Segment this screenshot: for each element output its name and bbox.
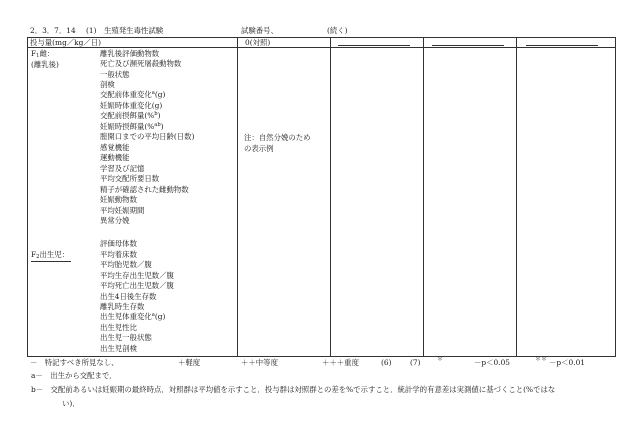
list-item: 平均着床数: [100, 250, 137, 259]
list-item: 感覚機能: [100, 143, 130, 152]
header-row-rule: [27, 47, 616, 48]
footnote-a: a－ 出生から交配まで．: [31, 371, 117, 380]
control-note-line-1: 注：自然分娩のため: [244, 133, 311, 142]
list-item: 妊娠動物数: [100, 195, 137, 204]
column-divider: [615, 37, 616, 356]
legend-ref-6: (6): [381, 358, 392, 367]
list-item: 妊娠時体重変化(g): [100, 101, 163, 110]
column-divider: [423, 37, 424, 356]
list-item: 離乳時生存数: [100, 302, 145, 311]
list-item: 平均交配所要日数: [100, 174, 160, 183]
list-item: 出生児性比: [100, 323, 137, 332]
footnote-b-line-2: い)．: [62, 399, 80, 408]
f2-pups-label: F2出生児：: [31, 250, 70, 260]
f1-dams-weaning-label: (離乳後): [31, 60, 59, 69]
list-item: 平均生存出生児数／腹: [100, 271, 174, 280]
list-item: 出生児一般状態: [100, 333, 152, 342]
list-item: 膣開口までの平均日齢(日数): [100, 132, 195, 141]
dose-blank-line: [432, 45, 504, 46]
study-number-label: 試験番号、: [241, 26, 278, 35]
f2-label-underline: [31, 261, 71, 262]
legend-severe: ＋＋＋重度: [322, 358, 359, 367]
list-item: 出生児体重変化$^a$(g): [100, 312, 166, 321]
control-column-header: 0(対照): [245, 38, 271, 47]
legend-moderate: ＋＋中等度: [241, 358, 278, 367]
f1-dams-label: F1雌：: [31, 49, 55, 59]
list-item: 離乳後評価動物数: [100, 49, 160, 58]
legend-none: － 特記すべき所見なし、: [30, 358, 119, 367]
column-divider: [516, 37, 517, 356]
section-number: 2．3．7．14: [30, 26, 76, 35]
significance-mark-1: ＊: [437, 356, 444, 363]
significance-text-1: －p＜0.05: [474, 358, 510, 367]
dose-blank-line: [338, 45, 410, 46]
list-item: 交配前体重変化$^a$(g): [100, 90, 166, 99]
list-item: 運動機能: [100, 153, 130, 162]
list-item: 平均死亡出生児数／腹: [100, 281, 174, 290]
list-item: 平均胎児数／腹: [100, 260, 152, 269]
table-bottom-rule: [27, 356, 616, 357]
list-item: 妊娠時摂餌量(%$^{ab}$): [100, 122, 164, 131]
list-item: 評価母体数: [100, 239, 137, 248]
list-item: 交配前摂餌量(%$^b$): [100, 111, 161, 120]
list-item: 平均妊娠期間: [100, 206, 145, 215]
table-top-rule: [27, 37, 616, 38]
legend-ref-7: (7): [410, 358, 421, 367]
list-item: 出生児剖検: [100, 344, 137, 353]
dose-blank-line: [526, 45, 598, 46]
footnote-b-line-1: b－ 交配前あるいは妊娠期の最終時点．対照群は平均値を示すこと．投与群は対照群との差を%で示すこと．統計学的有意差は実測値に基づくこと(%ではな: [31, 385, 556, 394]
legend-mild: ＋軽度: [178, 358, 201, 367]
continued-label: (続く): [327, 26, 348, 35]
list-item: 剖検: [100, 80, 115, 89]
list-item: 異常分娩: [100, 216, 130, 225]
dose-column-header: 投与量(mg／kg／日): [30, 38, 102, 47]
list-item: 一般状態: [100, 70, 130, 79]
significance-text-2: －p＜0.01: [549, 358, 585, 367]
subsection-number: (1): [86, 26, 97, 35]
column-divider: [27, 37, 28, 356]
column-divider: [330, 37, 331, 356]
list-item: 出生4日後生存数: [100, 292, 157, 301]
list-item: 学習及び記憶: [100, 164, 145, 173]
list-item: 精子が確認された雌動物数: [100, 185, 189, 194]
significance-mark-2: ＊＊: [535, 356, 548, 363]
list-item: 死亡及び瀕死屠殺動物数: [100, 59, 182, 68]
section-title: 生殖発生毒性試験: [104, 26, 164, 35]
column-divider: [237, 37, 238, 356]
control-note-line-2: の表示例: [244, 144, 274, 153]
